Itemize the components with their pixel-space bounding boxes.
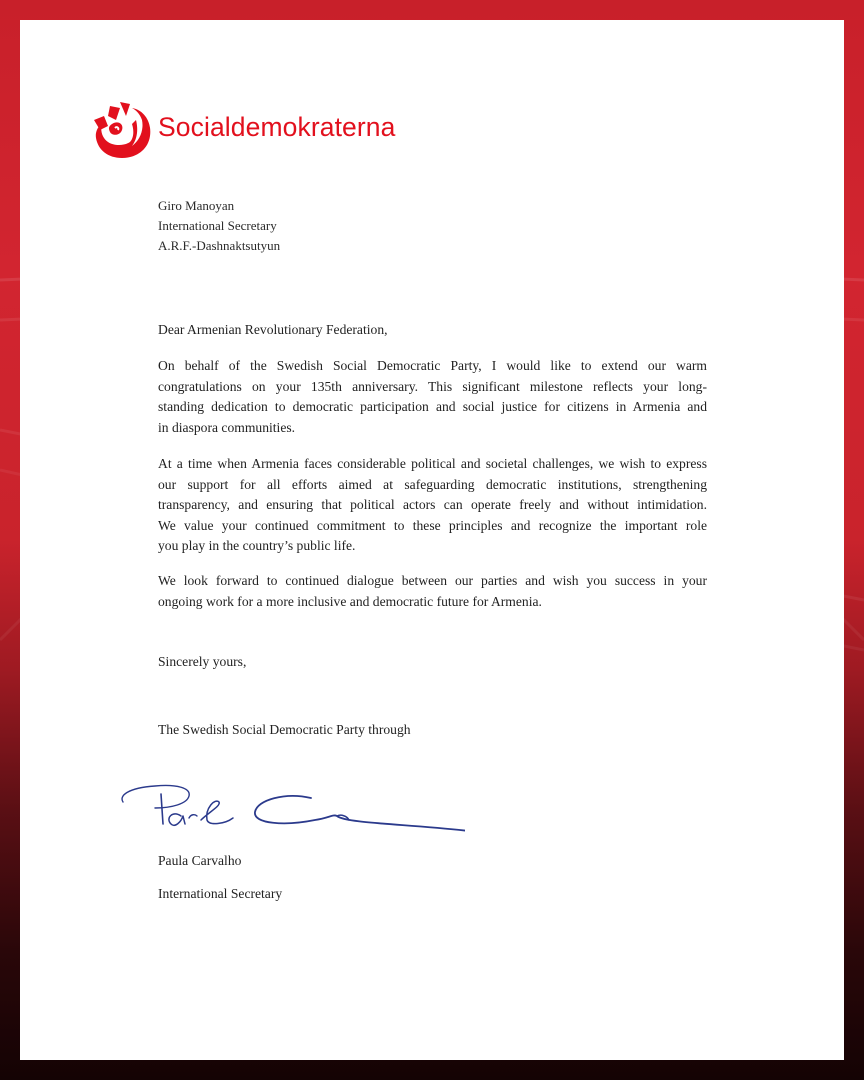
rose-logo-icon [90, 98, 154, 162]
recipient-organization: A.R.F.-Dashnaktsutyun [158, 238, 281, 253]
paragraph-1 [158, 356, 707, 438]
paragraph-line: you play in the country’s public life. [158, 538, 356, 553]
signer-title [158, 884, 707, 905]
letter-page [20, 20, 844, 1060]
handwritten-signature [115, 780, 465, 842]
paragraph-line: transparency, and ensuring that political actors can operate freely and without intimidation. [158, 497, 707, 512]
salutation-text: Dear Armenian Revolutionary Federation, [158, 322, 388, 337]
paragraph-line: in diaspora communities. [158, 419, 296, 435]
paragraph-line: We look forward to continued dialogue between our parties and wish you success in your [158, 573, 707, 588]
organization-name: Socialdemokraterna [158, 112, 396, 142]
signer-name [158, 851, 707, 872]
paragraph-2 [158, 454, 707, 557]
closing [158, 652, 707, 673]
paragraph-line: our support for all efforts aimed at safeguarding democratic institutions, strengthening [158, 476, 707, 492]
sender-organization [158, 720, 707, 741]
paragraph-line: On behalf of the Swedish Social Democratic Party, I would like to extend our warm [158, 358, 707, 373]
recipient-address [158, 196, 280, 256]
paragraph-line: congratulations on your 135th anniversary. This significant milestone reflects your long- [158, 378, 707, 394]
signer-title-text: International Secretary [158, 886, 283, 901]
paragraph-line: At a time when Armenia faces considerable political and societal challenges, we wish to express [158, 456, 707, 471]
salutation [158, 320, 707, 341]
paragraph-line: ongoing work for a more inclusive and democratic future for Armenia. [158, 593, 542, 609]
paragraph-3 [158, 571, 707, 612]
paragraph-line: standing dedication to democratic participation and social justice for citizens in Armenia and [158, 399, 707, 414]
signer-name-text: Paula Carvalho [158, 853, 242, 868]
paragraph-line: We value your continued commitment to these principles and recognize the important role [158, 517, 707, 533]
letterhead-logo [90, 98, 396, 164]
recipient-title: International Secretary [158, 218, 277, 233]
recipient-name: Giro Manoyan [158, 198, 235, 213]
closing-text: Sincerely yours, [158, 654, 247, 669]
sender-organization-text: The Swedish Social Democratic Party through [158, 722, 411, 737]
